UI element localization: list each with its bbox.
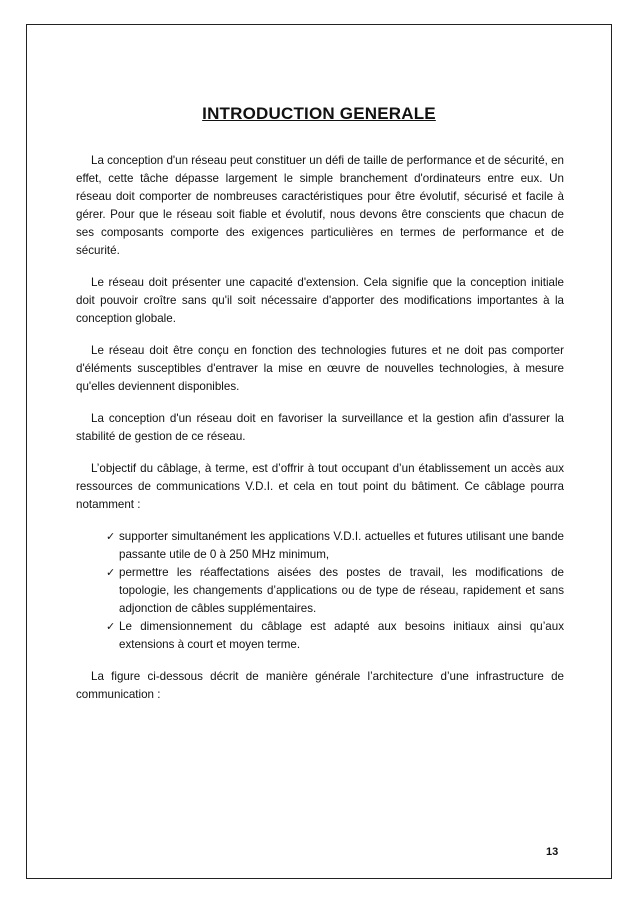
paragraph: L’objectif du câblage, à terme, est d’offrir à tout occupant d’un établissement un accès aux ressources de communications V.D.I. et cela en tout point du bâtiment. Ce câblage pourra notamment : <box>76 462 564 511</box>
bullet-list <box>76 528 564 654</box>
paragraph: Le réseau doit présenter une capacité d'extension. Cela signifie que la conception initiale doit pouvoir croître sans qu'il soit nécessaire d'apporter des modifications importantes à la conception globale. <box>76 276 564 325</box>
paragraph: La conception d'un réseau peut constituer un défi de taille de performance et de sécurité, en effet, cette tâche dépasse largement le simple branchement d'ordinateurs entre eux. Un réseau doit comporter de nombreuses caractéristiques pour être évolutif, sécurisé et facile à gérer. Pour que le réseau soit fiable et évolutif, nous devons être conscients que chacun de ses composants comporte des exigences particulières en termes de performance et de sécurité. <box>76 154 564 257</box>
paragraph: Le réseau doit être conçu en fonction des technologies futures et ne doit pas comporter d'éléments susceptibles d'entraver la mise en œuvre de nouvelles technologies, à mesure qu'elles deviennent disponibles. <box>76 344 564 393</box>
document-body <box>76 152 564 718</box>
closing-paragraph: La figure ci-dessous décrit de manière générale l’architecture d’une infrastructure de communication : <box>76 670 564 701</box>
check-mark-icon: ✓ <box>106 567 116 579</box>
list-item <box>106 528 564 564</box>
list-item <box>106 618 564 654</box>
check-mark-icon: ✓ <box>106 621 116 633</box>
list-item-text: supporter simultanément les applications V.D.I. actuelles et futures utilisant une bande passante utile de 0 à 250 MHz minimum, <box>119 530 564 561</box>
page-title: INTRODUCTION GENERALE <box>202 104 436 123</box>
paragraph: La conception d'un réseau doit en favoriser la surveillance et la gestion afin d'assurer la stabilité de gestion de ce réseau. <box>76 412 564 443</box>
list-item-text: Le dimensionnement du câblage est adapté aux besoins initiaux ainsi qu’aux extensions à court et moyen terme. <box>119 620 564 651</box>
list-item-text: permettre les réaffectations aisées des postes de travail, les modifications de topologie, les changements d’applications ou de type de réseau, rapidement et sans adjonction de câbles supplémentaires. <box>119 566 564 615</box>
page-number: 13 <box>546 846 559 858</box>
list-item <box>106 564 564 618</box>
check-mark-icon: ✓ <box>106 531 116 543</box>
